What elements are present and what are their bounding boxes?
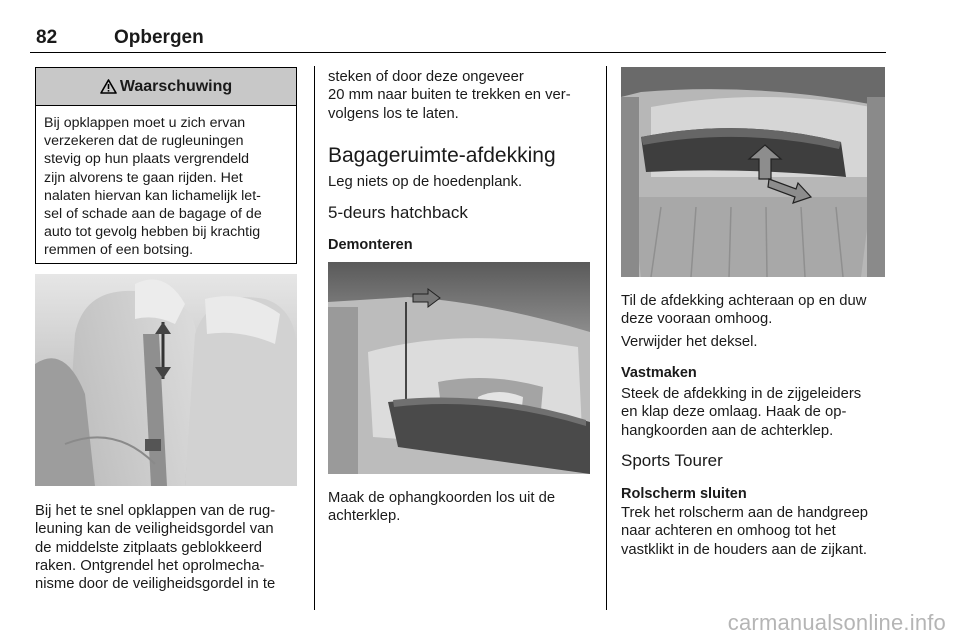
caption-line: Bij het te snel opklappen van de rug- xyxy=(35,503,276,519)
text-line: Trek het rolscherm aan de handgreep xyxy=(621,505,869,521)
rear-seat-belt-photo xyxy=(35,274,297,486)
fasten-text xyxy=(621,385,891,440)
warning-header xyxy=(36,68,296,106)
caption-line: achterklep. xyxy=(328,508,401,525)
warning-line: remmen of een botsing. xyxy=(44,242,194,259)
warning-title: Waarschuwing xyxy=(119,77,233,95)
warning-line: sel of schade aan de bagage of de xyxy=(44,206,262,223)
column-divider-2 xyxy=(606,66,607,610)
sports-tourer-title: Sports Tourer xyxy=(621,451,723,470)
section-title: Bagageruimte-afdekking xyxy=(328,144,556,167)
warning-line: nalaten hiervan kan lichamelijk let- xyxy=(44,187,261,204)
seat-belt-caption xyxy=(35,502,305,593)
column-divider-1 xyxy=(314,66,315,610)
subsection-title: 5-deurs hatchback xyxy=(328,203,468,222)
cargo-cover-photo xyxy=(621,67,885,277)
warning-text xyxy=(36,106,296,260)
warning-line: zijn alvorens te gaan rijden. Het xyxy=(44,169,243,186)
caption-line: raken. Ontgrendel het oprolmecha- xyxy=(35,557,265,574)
remove-cover-text: Verwijder het deksel. xyxy=(621,334,758,350)
warning-line: auto tot gevolg hebben bij krachtig xyxy=(44,224,261,241)
roller-blind-text xyxy=(621,504,891,559)
text-line: vastklikt in de houders aan de zijkant. xyxy=(621,541,867,558)
warning-line: Bij opklappen moet u zich ervan xyxy=(44,115,246,131)
page-header xyxy=(30,24,886,53)
warning-line: verzekeren dat de rugleuningen xyxy=(44,133,244,150)
text-line: hangkoorden aan de achterklep. xyxy=(621,422,834,439)
step-title: Demonteren xyxy=(328,237,413,253)
fasten-title: Vastmaken xyxy=(621,365,697,381)
page-number: 82 xyxy=(36,27,58,48)
hatchback-cord-photo xyxy=(328,262,590,474)
text-line: naar achteren en omhoog tot het xyxy=(621,523,836,540)
warning-box xyxy=(35,67,297,264)
section-intro: Leg niets op de hoedenplank. xyxy=(328,174,523,190)
lift-caption xyxy=(621,292,891,329)
text-line: 20 mm naar buiten te trekken en ver- xyxy=(328,87,571,104)
caption-line: de middelste zitplaats geblokkeerd xyxy=(35,539,263,556)
text-line: volgens los te laten. xyxy=(328,105,459,122)
text-line: Steek de afdekking in de zijgeleiders xyxy=(621,386,862,402)
caption-line: nisme door de veiligheidsgordel in te xyxy=(35,576,276,593)
text-line: steken of door deze ongeveer xyxy=(328,69,524,85)
cord-caption xyxy=(328,489,598,526)
caption-line: deze vooraan omhoog. xyxy=(621,311,773,328)
page-title: Opbergen xyxy=(114,27,204,48)
warning-line: stevig op hun plaats vergrendeld xyxy=(44,151,250,168)
watermark: carmanualsonline.info xyxy=(727,610,946,635)
caption-line: Til de afdekking achteraan op en duw xyxy=(621,293,867,309)
roller-blind-title: Rolscherm sluiten xyxy=(621,486,747,502)
warning-triangle-icon xyxy=(100,79,117,94)
caption-line: Maak de ophangkoorden los uit de xyxy=(328,490,556,506)
continued-text xyxy=(328,68,598,123)
caption-line: leuning kan de veiligheidsgordel van xyxy=(35,521,274,538)
text-line: en klap deze omlaag. Haak de op- xyxy=(621,404,847,421)
